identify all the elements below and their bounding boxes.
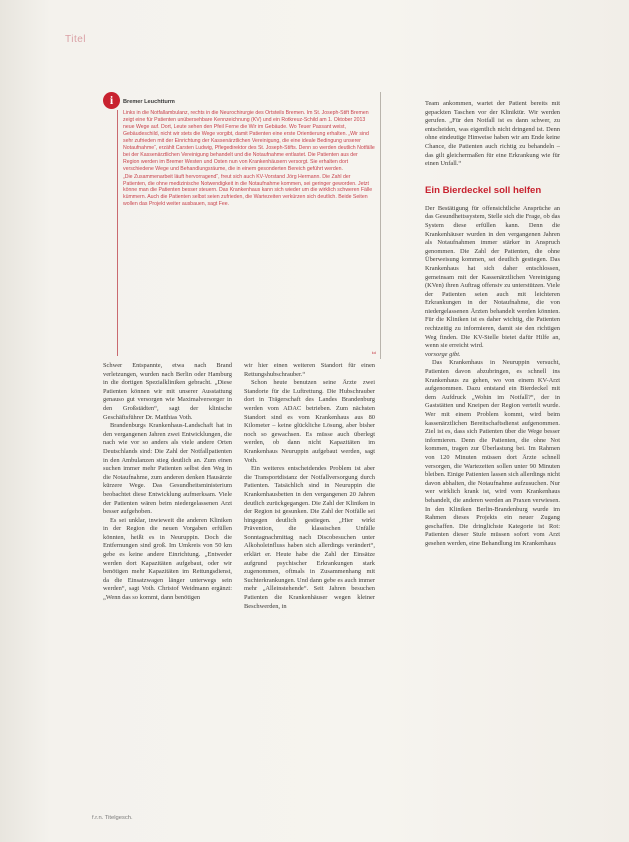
body-paragraph: Der Bestätigung für offensichtliche Ansprüche an das Gesundheitssystem, Stelle sich die Frage, ob das System diese erfüllen kann. Denn die Krankenhäuser wurden in den vergangenen Jahren als Notaufnahmen immer stärker in Anspruch genommen. Die Zahl der Patienten, die ohne Überweisung kommen, sei deutlich gestiegen. Das Krankenhaus hat sich daher entschlossen, gemeinsam mit der Kassenärztlichen Vereinigung (KVen) ihren Auftrag offensiv zu unterstützen. Viele der Patienten seien auch mit leichteren Erkrankungen in der Notaufnahme, die von niedergelassenen Ärzten behandelt werden könnten. Für die Kliniken ist es daher wichtig, die Patienten rechtzeitig zu informieren, damit sie den richtigen Weg finden. Die KV-Stelle bietet dafür Hilfe an, wenn sie erreicht wird.: [425, 204, 560, 350]
info-box-title: Bremer Leuchtturm: [123, 99, 175, 105]
info-box: [103, 92, 381, 359]
info-end-mark: kd: [371, 350, 376, 355]
text-column-1: [103, 362, 232, 780]
section-label: Titel: [65, 34, 87, 45]
body-paragraph: vorsorge gibt.: [425, 350, 461, 358]
section-heading: Ein Bierdeckel soll helfen: [425, 184, 542, 196]
body-paragraph: Ein weiteres entscheidendes Problem ist aber die Transportdistanz der Notfallversorgung durch Patienten. Tatsächlich sind in Neuruppin die Krankenhausbetten in den vergangenen 20 Jahren deutlich zurückgegangen. Die Zahl der Kliniken in der Region ist gesunken. Die Zahl der Notfälle sei hingegen deutlich gestiegen. „Hier wirkt Prävention, die klassischen Unfälle Sonntagnachmittag nach Discobesuchen unter Alkoholeinfluss haben sich allerdings verändert“, erklärt er. Heute habe die Zahl der Einsätze aufgrund psychischer Erkrankungen stark zugenommen, oftmals in Zusammenhang mit Suchterkrankungen. Und dann gebe es auch immer mehr „Alleinstehende“. Seit Jahren besuchen Patienten die Krankenhäuser wegen kleiner Beschwerden, in: [244, 465, 375, 610]
body-paragraph: Schwer Entspannte, etwa nach Brand verletzungen, wurden nach Berlin oder Hamburg in die dortigen Spezialkliniken gebracht. „Diese Patienten können wir mit unserer Ausstattung genauso gut versorgen wie Maximalversorger in den Großstädten“, sagt der klinische Geschäftsführer Dr. Matthias Voth.: [103, 362, 232, 421]
body-paragraph: Brandenburgs Krankenhaus-Landschaft hat in den vergangenen Jahren zwei Entwicklungen, die nach wie vor so anders als viele andere Orten Deutschlands sind: Die Zahl der Notfallpatienten in den Ambulanzen stieg deutlich an. Zum einen suchen immer mehr Patienten selbst den Weg in die Notaufnahme, zum anderen denken Hausärzte kürzere Wege. Das Gesundheitsministerium beobachtet diese Entwicklung aufmerksam. Viele der Patienten wären beim niedergelassenen Arzt besser aufgehoben.: [103, 422, 232, 516]
text-column-2: [244, 362, 375, 778]
page-footer: f.r.n. Titelgesch.: [92, 815, 133, 821]
body-paragraph: Es sei unklar, inwieweit die anderen Kliniken in der Region die neuen Vorgaben erfüllen könnten, heißt es in Neuruppin. Doch die Entfernungen sind groß. Im Umkreis von 50 km gebe es keine andere Einrichtung. „Entweder werden dort Kapazitäten aufgebaut, oder wir benötigen mehr Kapazitäten im Rettungsdienst, da die Einsatzwagen länger unterwegs sein werden“, sagt Voth. Christof Weidmann ergänzt: „Wenn das so kommt, dann benötigen: [103, 516, 232, 602]
body-paragraph: Schon heute benutzen seine Ärzte zwei Standorte für die Luftrettung. Die Hubschrauber dort in Trägerschaft des Landes Brandenburg werden vom ADAC betrieben. Zum nächsten Standort sind es vom Krankenhaus aus 80 Kilometer – keine glückliche Lösung, aber bisher noch so gewachsen. Es müsse auch überlegt werden, ob dann nicht Kapazitäten im Krankenhaus Neuruppin aufgebaut werden, sagt Voth.: [244, 379, 375, 464]
body-paragraph: Das Krankenhaus in Neuruppin versucht, Patienten davon abzubringen, es schnell ins Krankenhaus zu gehen, wo von einem KV-Arzt aufgenommen. Dazu entstand ein Bierdeckel mit dem Aufdruck „Wohin im Notfall?“, der in Gaststätten und Kneipen der Region verteilt wurde. Wer mit einem Problem kommt, wird beim kassenärztlichen Bereitschaftsdienst aufgenommen. Ziel ist es, dass sich Patienten über die Wege besser informieren. Denn die Patienten, die ohne Not kommen, tragen zur Überlastung bei. Im Rahmen von 120 Minuten müssen dort Ärzte schnell versorgen, die Wartezeiten sollen unter 90 Minuten bleiben. Einige Patienten lassen sich allerdings nicht davon abhalten, die Notaufnahme aufzusuchen. Nur wer wirklich krank ist, wird vom Krankenhaus behandelt, die anderen werden an Praxen verwiesen. In den Kliniken Berlin-Brandenburg wurde im Rahmen dieses Projekts ein neuer Zugang geschaffen. Die dringlichste Kategorie ist Rot: Patienten dieser Stufe müssen sofort vom Arzt gesehen werden, eine Behandlung im Krankenhaus: [425, 359, 560, 547]
info-paragraph: „Die Zusammenarbeit läuft hervorragend“, freut sich auch KV-Vorstand Jörg Hermann. Die Zahl der Patienten, die ohne medizinische Notwendigkeit in die Notaufnahme kommen, sei geringer geworden. Jetzt könne man die Patienten besser steuern. Das Krankenhaus kann sich wieder um die wirklich schweren Fälle kümmern. Auch die Patienten selbst seien zufrieden, die Wartezeiten verkürzen sich deutlich. Beide Seiten wollen das Projekt weiter ausbauen, sagt Fee.: [123, 173, 373, 208]
info-paragraph: Links in die Notfallambulanz, rechts in die Neurochirurgie des Ortsteils Bremen. Im St. Joseph-Stift Bremen zeigt eine für Patienten unübersehbare Kennzeichnung (KV) und ein Rotkreuz-Schild am 1. Oktober 2013 neue Wege auf. Dort, Leute sehen den Pfeil Ferne die Wir im Gebäude. Wo Teuer Passant weist, Gebäudeschild, nicht wir stets die Wege vorgibt, damit Patienten eine erste Orientierung erhalten. „Wir sind sehr zufrieden mit der Einrichtung der Kassenärztlichen Vereinigung, die eine ideale Bedingung unserer Notaufnahme“, erzählt Carsten Ludwig, Pflegedirektor des St. Joseph-Stifts. Denn so werden deutlich Notfälle bei der Kassenärztlichen Vereinigung behandelt und die Notaufnahme entlastet. Die Patienten aus der Region werden im Bremer Westen und Osten nun von Krankenhäusern versorgt. Sie erhalten dort verschiedene Wege und Behandlungsräume, die in einem gesonderten Bereich geführt werden.: [123, 110, 375, 172]
body-paragraph: Team ankommen, wartet der Patient bereits mit gepackten Taschen vor der Kliniktür. Wir werden gerufen. „Für den Notfall ist es dann schwer, zu entscheiden, was eigentlich nicht dringend ist. Denn ohne eindeutige Hinweise haben wir am Ende keine Chance, die Patienten auch richtig zu behandeln – das gilt gleichermaßen für eine Erkrankung wie für einen Unfall.“: [425, 100, 560, 168]
body-paragraph: wir hier einen weiteren Standort für einen Rettungshubschrauber.“: [244, 362, 375, 378]
text-column-3: [425, 100, 560, 786]
info-box-text: [117, 110, 375, 356]
info-icon: i: [103, 92, 120, 109]
